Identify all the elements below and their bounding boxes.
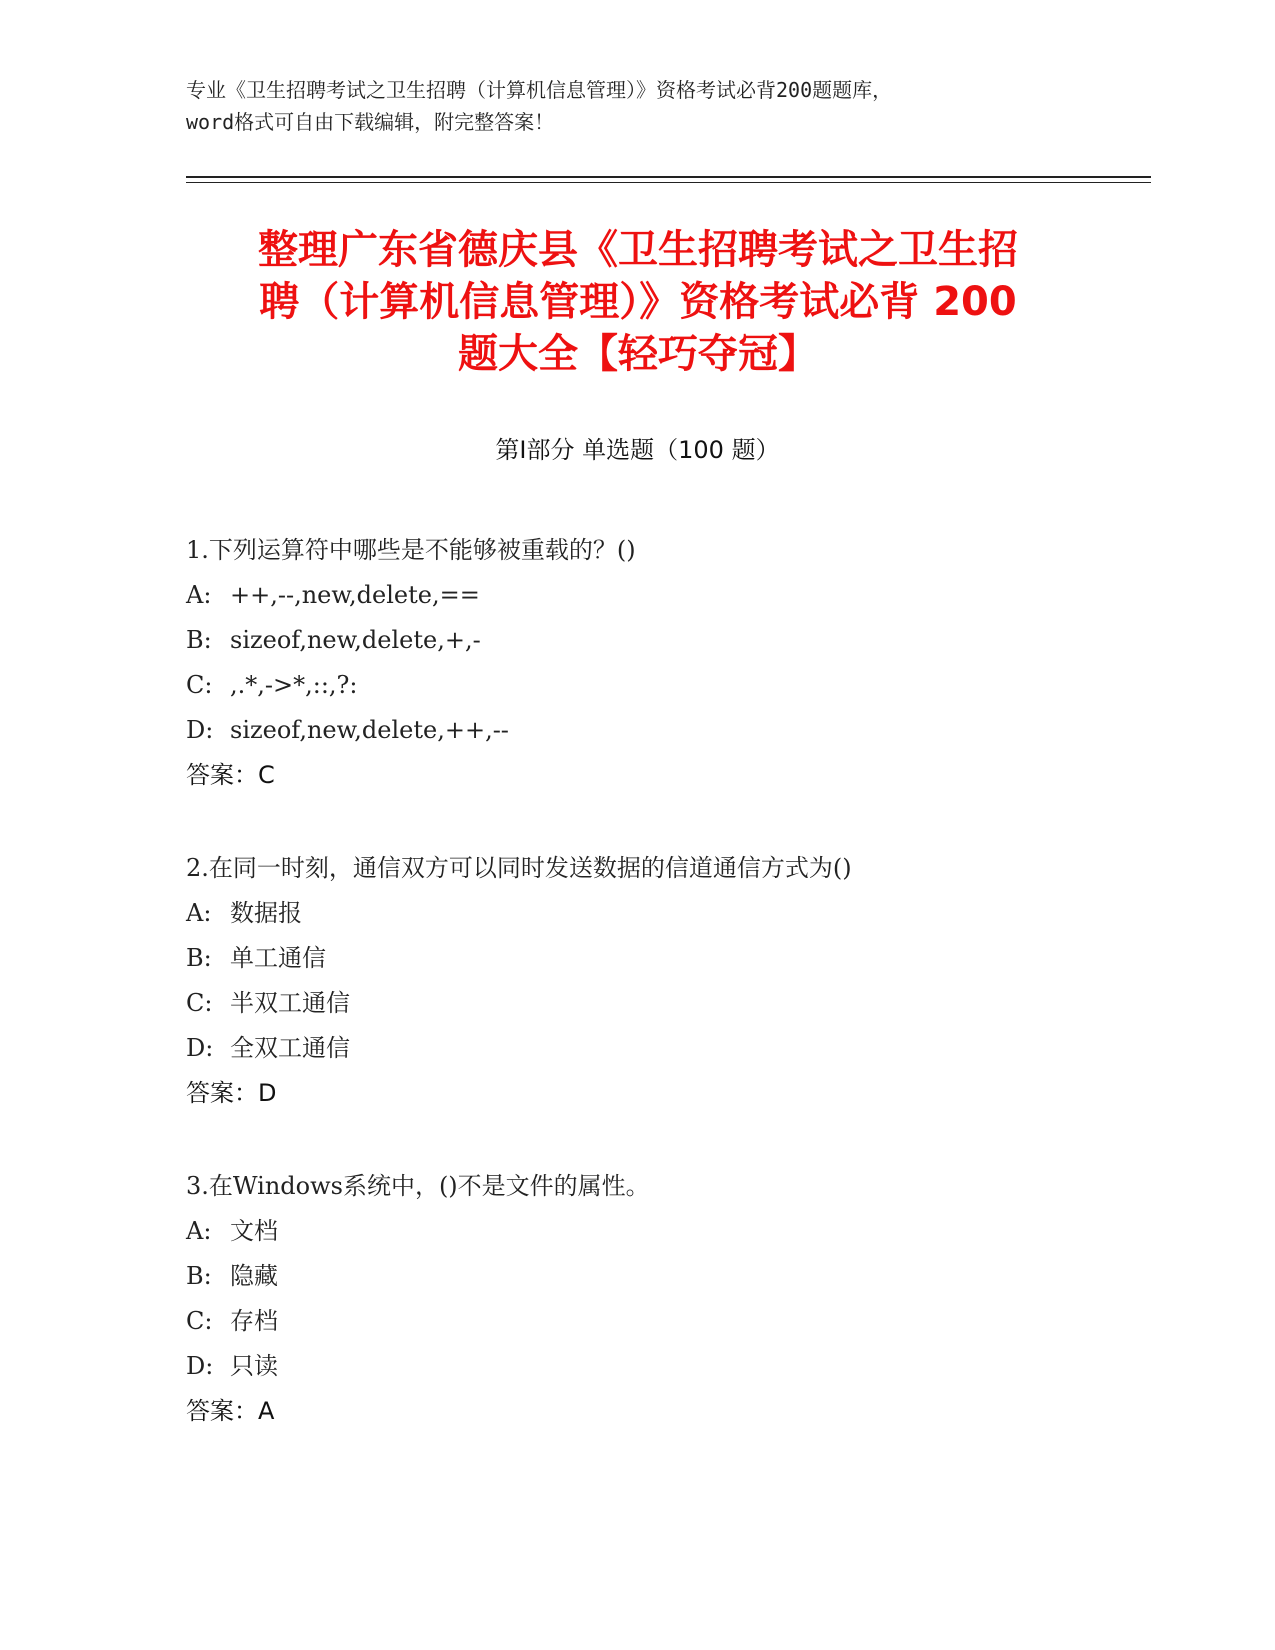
header-divider-thin (186, 182, 1151, 183)
answer: 答案：C (186, 761, 275, 789)
option-d (186, 1026, 1116, 1071)
option-key: A: (186, 899, 212, 927)
option-key: D: (186, 1034, 214, 1062)
option-text: 隐藏 (230, 1262, 278, 1290)
option-key: A: (186, 1217, 212, 1245)
question-stem: 1.下列运算符中哪些是不能够被重载的？() (186, 536, 636, 564)
option-text: 单工通信 (230, 944, 326, 972)
option-text: 全双工通信 (230, 1034, 350, 1062)
option-a (186, 573, 1116, 618)
question-stem: 3.在Windows系统中，()不是文件的属性。 (186, 1172, 650, 1200)
option-text: 存档 (230, 1307, 278, 1335)
option-text: ,.*,->*,::,?: (230, 671, 358, 699)
question-list (186, 528, 1116, 1482)
title-line-3: 题大全【轻巧夺冠】 (458, 331, 818, 377)
option-c (186, 1299, 1116, 1344)
question-2 (186, 846, 1116, 1164)
option-key: D: (186, 716, 214, 744)
option-text: 只读 (230, 1352, 278, 1380)
option-text: ++,--,new,delete,== (230, 581, 480, 609)
option-key: D: (186, 1352, 214, 1380)
option-text: sizeof,new,delete,+,- (230, 626, 481, 654)
option-key: B: (186, 1262, 212, 1290)
option-key: C: (186, 989, 213, 1017)
option-d (186, 708, 1116, 753)
option-c (186, 981, 1116, 1026)
option-b (186, 618, 1116, 663)
option-key: B: (186, 944, 212, 972)
option-text: 数据报 (230, 899, 302, 927)
answer: 答案：A (186, 1397, 275, 1425)
title-line-2: 聘（计算机信息管理）》资格考试必背 200 (259, 279, 1017, 325)
header-divider-thick (186, 176, 1151, 178)
option-key: C: (186, 1307, 213, 1335)
option-c (186, 663, 1116, 708)
option-a (186, 891, 1116, 936)
option-b (186, 936, 1116, 981)
option-a (186, 1209, 1116, 1254)
option-key: C: (186, 671, 213, 699)
document-title (186, 224, 1090, 380)
question-1 (186, 528, 1116, 846)
answer: 答案：D (186, 1079, 277, 1107)
option-text: 半双工通信 (230, 989, 350, 1017)
title-line-1: 整理广东省德庆县《卫生招聘考试之卫生招 (258, 227, 1018, 273)
option-text: 文档 (230, 1217, 278, 1245)
page-header (186, 74, 1116, 138)
option-text: sizeof,new,delete,++,-- (230, 716, 509, 744)
option-key: A: (186, 581, 212, 609)
question-3 (186, 1164, 1116, 1482)
option-d (186, 1344, 1116, 1389)
option-key: B: (186, 626, 212, 654)
question-stem: 2.在同一时刻，通信双方可以同时发送数据的信道通信方式为() (186, 854, 852, 882)
section-title: 第Ⅰ部分 单选题（100 题） (495, 436, 780, 464)
header-line-2: word格式可自由下载编辑，附完整答案！ (186, 110, 555, 134)
header-line-1: 专业《卫生招聘考试之卫生招聘（计算机信息管理）》资格考试必背200题题库， (186, 78, 893, 102)
option-b (186, 1254, 1116, 1299)
